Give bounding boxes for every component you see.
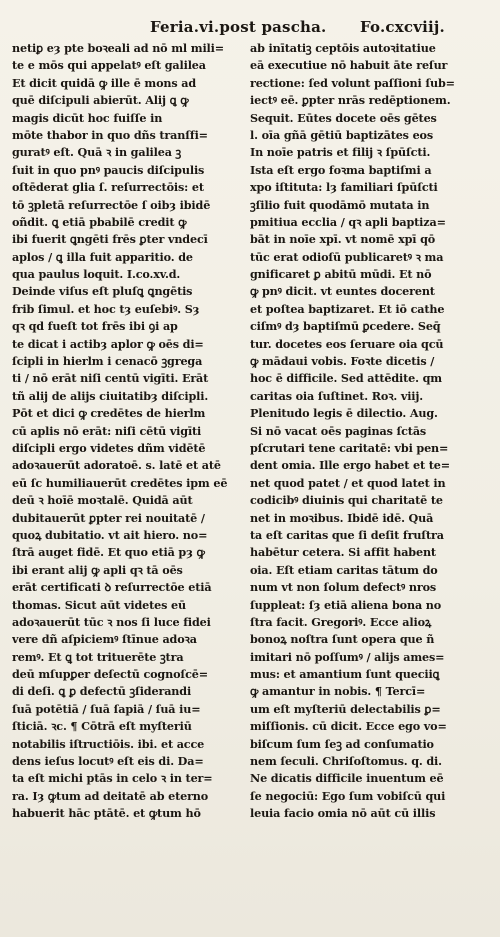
right-column-line: ſe negociū: Ego ſum vobiſcū qui <box>250 788 446 803</box>
right-column-line: ꝙ pnꝰ dicit. vt euntes docerent <box>250 284 435 299</box>
right-column-line: miſſionis. cū dicit. Ecce ego vo= <box>250 719 447 734</box>
right-column-line: nem ſeculi. Chriſoſtomus. q. di. <box>250 754 442 769</box>
left-column-line: qua paulus loquit. I.co.xv.d. <box>12 267 181 282</box>
right-column-line: tūc erat odioſū publicaretꝰ ꝛ ma <box>250 249 444 264</box>
left-column-line: aplos / ꝗ illa fuit apparitio. de <box>12 249 193 264</box>
left-column-line: remꝰ. Et ꝗ tot trituerēte ꝫtra <box>12 649 184 664</box>
right-column-line: num vt non ſolum defectꝰ nros <box>250 580 437 595</box>
left-column-line: ti / nō erāt niſi centū vigīti. Erāt <box>12 371 209 386</box>
right-column-line: ſuppleat: ſȝ etiā aliena bona no <box>250 597 442 612</box>
left-column-line: thomas. Sicut aūt videtes eū <box>12 597 186 612</box>
left-column-line: netiꝑ eȝ pte boꝛeali ad nō ml mili= <box>12 41 224 55</box>
right-column-line: pmitiua ecclia / qꝛ apli baptiza= <box>250 214 446 229</box>
right-column-line: hoc ē difficile. Sed attēdite. qm <box>250 371 442 386</box>
left-text-column <box>12 40 240 823</box>
right-column-line: ab inītatiꝫ ceptōis autoꝛitatiue <box>250 41 436 55</box>
right-column-line: ſtra facit. Gregoriꝰ. Ecce alioꝝ <box>250 614 432 629</box>
left-column-line: oſtēderat glia ſ. reſurrectōis: et <box>12 180 204 195</box>
right-column-line: um eſt myſteriū delectabilis ꝑ= <box>250 701 441 716</box>
page-header <box>20 12 480 40</box>
right-column-line: ꝫſilio fuit quodāmō mutata in <box>250 197 430 212</box>
folio-number: Fo.cxcviij. <box>360 18 445 36</box>
left-column-line: deū ꝛ hoīē moꝛtalē. Quidā aūt <box>12 493 193 508</box>
left-column-line: ſcipli in hierlm i cenacō ꝫgrega <box>12 354 203 369</box>
left-column-line: habuerit hāc ptātē. et ꝙtum hō <box>12 806 201 821</box>
right-column-line: net in moꝛibus. Ibidē idē. Quā <box>250 510 434 525</box>
left-column-line: tō ꝫpletā reſurrectōe ſ oibȝ ibidē <box>12 197 211 212</box>
left-column-line: adoꝛauerūt adoratoē. s. latē et atē <box>12 458 221 473</box>
left-column-line: quoꝝ dubitatio. vt ait hiero. no= <box>12 527 208 542</box>
left-column-line: ra. Iȝ ꝙtum ad deitatē ab eterno <box>12 788 209 803</box>
right-column-line: habētur cetera. Si affit habent <box>250 545 436 560</box>
left-column-line: Deinde viſus eſt pluſꝗ ꝗngētis <box>12 284 193 299</box>
right-column-line: rectione: ſed volunt paſſioni ſub= <box>250 75 455 90</box>
right-column-line: Ista eſt ergo foꝛma baptiſmi a <box>250 162 432 177</box>
right-column-line: oia. Eſt etiam caritas tātum do <box>250 562 438 577</box>
right-column-line: xpo iſtituta: lȝ familiari ſpūſcti <box>250 180 438 195</box>
left-column-line: Et dicit quidā ꝙ ille ē mons ad <box>12 75 197 90</box>
left-column-line: quē diſcipuli abierūt. Alij ꝗ ꝙ <box>12 93 189 108</box>
left-column-line: ta eſt michi ptās in celo ꝛ in ter= <box>12 771 213 786</box>
left-column-line: ſuā potētiā / ſuā ſapiā / ſuā iu= <box>12 701 201 716</box>
left-column-line: te dicat i actibȝ aplor ꝙ oēs di= <box>12 336 204 351</box>
right-column-line: codicibꝰ diuinis qui charitatē te <box>250 493 443 508</box>
left-column-line: deū mſupꝑer deſectū cognoſcē= <box>12 667 208 682</box>
right-column-line: imitari nō poſſumꝰ / alijs ames= <box>250 649 445 664</box>
left-column-line: ſticiā. ꝛc. ¶ Cōtrā eſt myſteriū <box>12 719 192 734</box>
left-column-line: vere dñ aſpiciemꝰ ſtīnue adoꝛa <box>12 632 197 647</box>
right-column-line: gnificaret ꝑ abitū mūdi. Et nō <box>250 267 432 282</box>
right-column-line: et poſtea baptizaret. Et iō cathe <box>250 301 445 316</box>
right-column-line: ta eſt caritas que ſi deſit fruſtra <box>250 527 444 542</box>
left-column-line: diſcipli ergo videtes dñm vidētē <box>12 440 206 455</box>
left-column-line: mōte thabor in quo dñs tranſfi= <box>12 127 208 142</box>
right-text-column <box>250 40 480 823</box>
left-column-line: frib ſimul. et hoc tȝ euſebiꝰ. Sȝ <box>12 301 200 316</box>
right-column-line: In noīe patris et filij ꝛ ſpūſcti. <box>250 145 431 160</box>
right-column-line: ciſmꝰ dȝ baptiſmū ꝑcedere. Seq̄ <box>250 319 441 334</box>
right-column-line: caritas oia ſuſtinet. Roꝛ. viij. <box>250 388 424 403</box>
left-column-line: qꝛ qd fueſt tot frēs ibi ꝯi ap <box>12 319 178 334</box>
right-column-line: dent omia. Ille ergo habet et te= <box>250 458 450 473</box>
left-column-line: oñdit. ꝗ etiā pbabilē credit ꝙ <box>12 214 187 229</box>
left-column-line: ibi erant alij ꝙ apli qꝛ tā oēs <box>12 562 183 577</box>
left-column-line: eū ſc humiliauerūt credētes ipm eē <box>12 475 228 490</box>
right-column-line: leuia facio omia nō aūt cū illis <box>250 806 436 821</box>
left-column-line: dubitauerūt ꝑpter rei nouitatē / <box>12 510 205 525</box>
left-column-line: Pōt et dici ꝙ credētes de hierlm <box>12 406 206 421</box>
left-column-line: guratꝰ eſt. Quā ꝛ in galilea ꝫ <box>12 145 182 160</box>
right-column-line: tur. docetes eos ſeruare oia qcū <box>250 336 444 351</box>
right-column-line: pſcrutari tene caritatē: vbi pen= <box>250 440 449 455</box>
left-column-line: di deſi. ꝗ ꝑ defectū ꝫſiderandi <box>12 684 192 699</box>
bottom-margin <box>0 860 500 937</box>
left-column-line: dens ieſus locutꝰ eſt eis di. Da= <box>12 754 204 769</box>
left-column-line: te e mōs qui appelatꝰ eſt galilea <box>12 58 206 73</box>
right-column-line: bāt in noīe xpī. vt nomē xpī qō <box>250 232 436 247</box>
right-column-line: Plenitudo legis ē dilectio. Aug. <box>250 406 438 421</box>
right-column-line: bonoꝝ noſtra ſunt opera que ñ <box>250 632 435 647</box>
left-column-line: tñ alij de alijs ciuitatibȝ diſcipli. <box>12 388 209 403</box>
left-column-line: ibi fuerit ꝗngēti frēs ꝑter vndecī <box>12 232 208 247</box>
left-column-line: notabilis iſtructiōis. ibi. et acce <box>12 736 205 751</box>
right-column-line: l. oīa gñā gētiū baptizātes eos <box>250 127 434 142</box>
right-column-line: mus: et amantium ſunt queciiꝗ <box>250 667 440 682</box>
left-column-line: erāt certificati ꝺ reſurrectōe etiā <box>12 580 212 595</box>
right-column-line: Sequit. Eūtes docete oēs gētes <box>250 110 437 125</box>
right-column-line: Ne dicatis difficile inuentum eē <box>250 771 444 786</box>
left-column-line: ſtrā auget fidē. Et quo etiā pȝ ꝙ <box>12 545 205 560</box>
right-column-line: ꝙ mādaui vobis. Foꝛte dicetis / <box>250 354 435 369</box>
right-column-line: iectꝰ eē. ꝑpter nrās redēptionem. <box>250 93 451 108</box>
left-column-line: adoꝛauerūt tūc ꝛ nos ſi luce fidei <box>12 614 211 629</box>
left-column-line: ſuit in quo pnꝰ paucis diſcipulis <box>12 162 205 177</box>
running-title: Feria.vi.post pascha. <box>150 18 327 36</box>
left-column-line: cū aplis nō erāt: niſi cētū vigīti <box>12 423 202 438</box>
right-column-line: biſcum ſum ſeꝫ ad conſumatio <box>250 736 434 751</box>
right-column-line: ꝙ amantur in nobis. ¶ Tercī= <box>250 684 426 699</box>
left-column-line: magis dicūt hoc fuiſſe in <box>12 110 163 125</box>
right-column-line: net quod patet / et quod latet in <box>250 475 446 490</box>
right-column-line: eā executiue nō habuit āte reſur <box>250 58 448 73</box>
right-column-line: Si nō vacat oēs paginas ſctās <box>250 423 427 438</box>
